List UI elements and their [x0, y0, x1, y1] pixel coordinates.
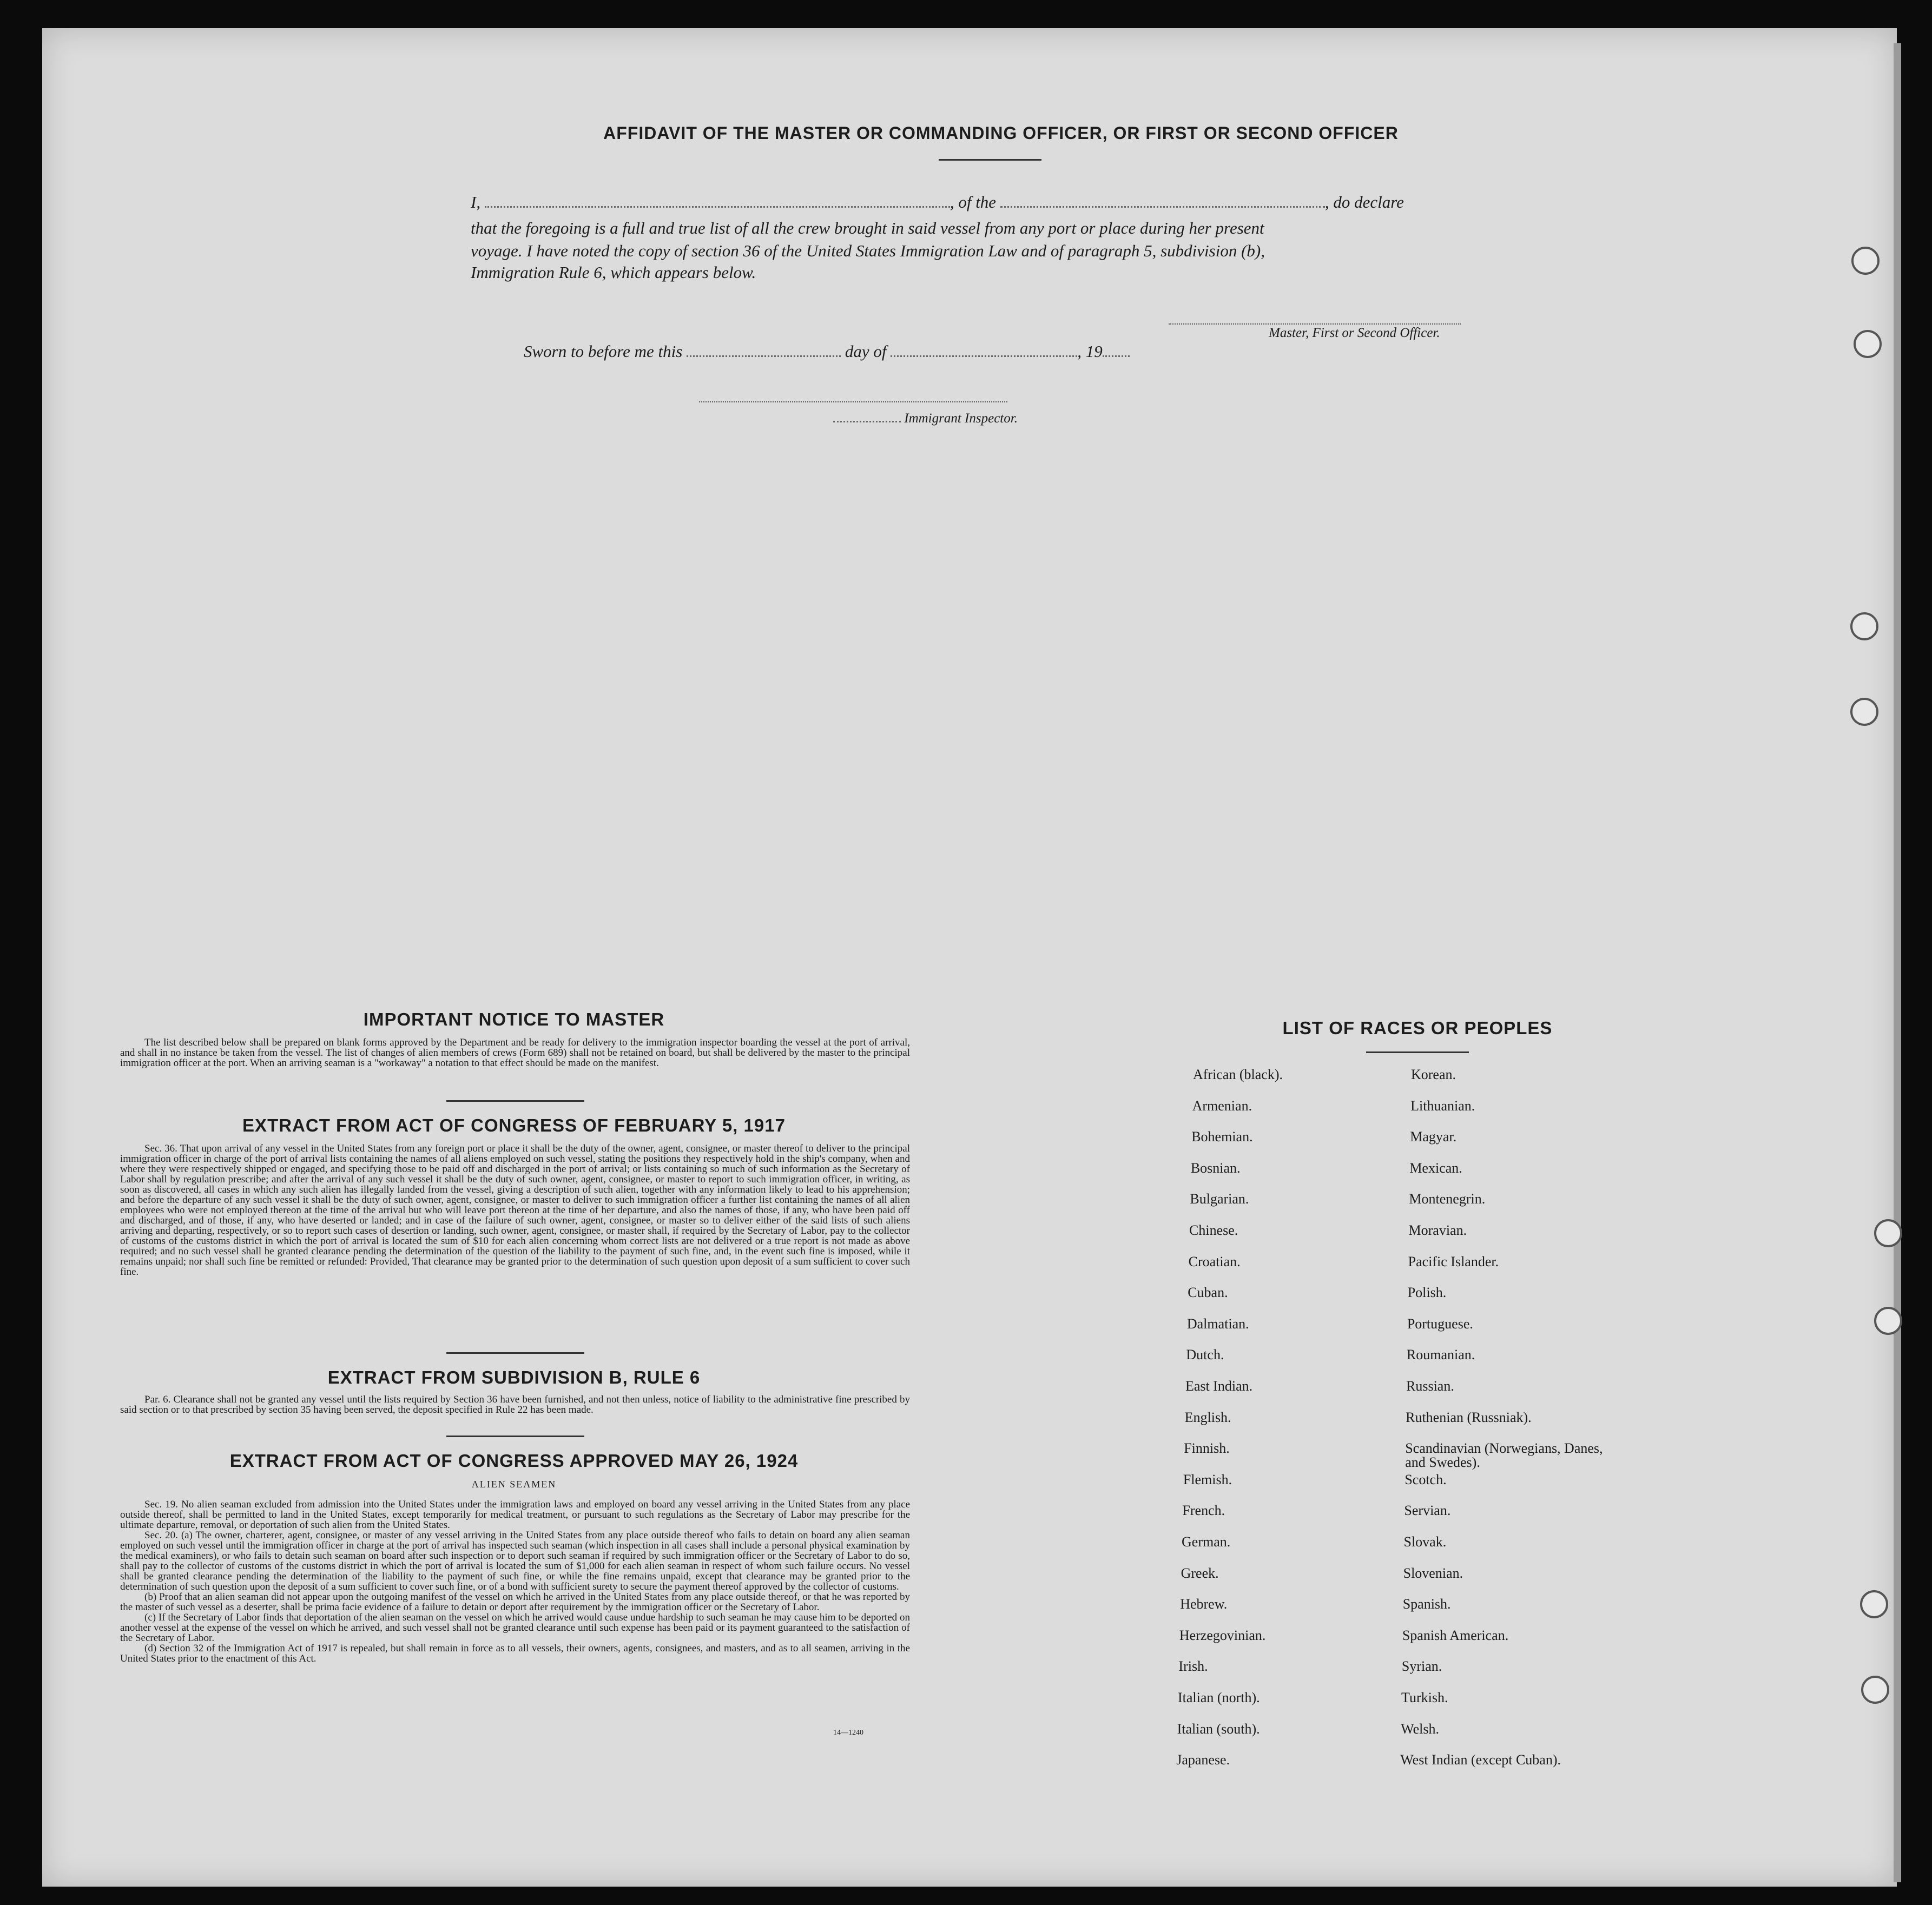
race-item: Spanish.	[1402, 1596, 1451, 1612]
affidavit-line-1	[471, 193, 1509, 212]
sec-20d-paragraph: (d) Section 32 of the Immigration Act of 1917 is repealed, but shall remain in force as to all vessels, their owners, agents, consignees, and masters, and as to all seamen, arriving in the United States prior to the enactment of this Act.	[120, 1643, 910, 1664]
race-item: Ruthenian (Russniak).	[1406, 1409, 1532, 1425]
page-edge	[1894, 43, 1901, 1882]
divider	[446, 1100, 584, 1102]
race-item: Irish.	[1178, 1658, 1208, 1675]
sworn-day-blank[interactable]	[687, 355, 841, 357]
race-item: Bosnian.	[1190, 1160, 1241, 1176]
day-of-text: day of	[845, 342, 887, 361]
race-item: Portuguese.	[1407, 1315, 1473, 1332]
sworn-year-blank[interactable]	[1103, 355, 1130, 357]
affidavit-line-3: voyage. I have noted the copy of section 36 of the United States Immigration Law and of paragraph 5, subdivision (b),	[471, 241, 1265, 260]
race-item: Slovenian.	[1403, 1565, 1463, 1581]
sec-19-paragraph: Sec. 19. No alien seaman excluded from admission into the United States under the immigration laws and employed on board any vessel arriving in the United States from any place outside thereof, shall be permitted to land in the United States, except temporarily for medical treatment, or pursuant to such regulations as the Secretary of Labor may prescribe for the ultimate departure, removal, or deportation of such alien from the United States.	[120, 1499, 910, 1531]
race-item: Croatian.	[1188, 1253, 1241, 1269]
binder-hole	[1874, 1219, 1902, 1247]
sec-20c-paragraph: (c) If the Secretary of Labor finds that deportation of the alien seaman on the vessel on which he arrived would cause undue hardship to such seaman he may cause him to be deported on another vessel at the expense of the vessel on which he arrived, and such vessel shall not be granted clearance until such expense has been paid or its payment guaranteed to the satisfaction of the Secretary of Labor.	[120, 1612, 910, 1644]
extract-1924-text	[120, 1499, 910, 1664]
race-item: Chinese.	[1189, 1222, 1238, 1238]
inspector-signature-line[interactable]	[699, 400, 1007, 402]
binder-hole	[1860, 1590, 1888, 1618]
divider	[446, 1352, 584, 1354]
rule6-title: EXTRACT FROM SUBDIVISION B, RULE 6	[327, 1367, 701, 1387]
races-title: LIST OF RACES OR PEOPLES	[1282, 1018, 1553, 1038]
race-item: African (black).	[1193, 1067, 1283, 1082]
race-item: Lithuanian.	[1410, 1097, 1475, 1114]
race-item: Greek.	[1181, 1565, 1219, 1581]
race-item: Moravian.	[1408, 1222, 1467, 1238]
race-item: East Indian.	[1185, 1378, 1253, 1394]
race-item: Syrian.	[1401, 1658, 1442, 1675]
race-item: Finnish.	[1184, 1440, 1230, 1457]
of-the-text: , of the	[949, 193, 997, 211]
race-item: Dalmatian.	[1186, 1315, 1249, 1332]
race-item: Dutch.	[1186, 1347, 1224, 1363]
affidavit-title: AFFIDAVIT OF THE MASTER OR COMMANDING OFFICER, OR FIRST OR SECOND OFFICER	[603, 123, 1399, 143]
inspector-line	[833, 411, 1018, 426]
divider	[446, 1436, 584, 1437]
race-item: Cuban.	[1188, 1285, 1228, 1301]
year-text: , 19	[1077, 342, 1103, 361]
race-item: Bohemian.	[1191, 1129, 1253, 1145]
do-declare-text: , do declare	[1324, 193, 1404, 211]
race-item: Magyar.	[1410, 1129, 1457, 1145]
extract-1917-text	[120, 1143, 910, 1277]
sec-20a-paragraph: Sec. 20. (a) The owner, charterer, agent, consignee, or master of any vessel arriving in the United States from any place outside thereof who fails to detain on board any alien seaman employed on such vessel until the immigration officer in charge at the port of arrival has inspected such seaman (which inspection in all cases shall include a personal physical examination by the medical examiners), or who fails to detain such seaman on board after such inspection or to deport such seaman if required by such immigration officer or the Secretary of Labor to do so, shall pay to the collector of customs of the customs district in which the port of arrival is located the sum of $1,000 for each alien seaman in respect of whom such failure occurs. No vessel shall be granted clearance pending the determination of the liability to the payment of such fine, or while the fine remains unpaid, except that clearance may be granted prior to the determination of such question upon the deposit of a sum sufficient to cover such fine, or of a bond with sufficient surety to secure the payment thereof approved by the collector of customs.	[120, 1530, 910, 1592]
notice-title: IMPORTANT NOTICE TO MASTER	[363, 1009, 665, 1029]
sec-20b-paragraph: (b) Proof that an alien seaman did not appear upon the outgoing manifest of the vessel on which he arrived in the United States from any place outside thereof, or that he was reported by the master of such vessel as a deserter, shall be prima facie evidence of a failure to detain or deport after requirement by the immigration officer or the Secretary of Labor.	[120, 1591, 910, 1613]
extract-1917-title: EXTRACT FROM ACT OF CONGRESS OF FEBRUARY 5, 1917	[242, 1115, 786, 1135]
race-item: Welsh.	[1401, 1721, 1439, 1737]
race-item: Mexican.	[1409, 1160, 1462, 1176]
notice-text	[120, 1037, 910, 1068]
sworn-month-blank[interactable]	[891, 355, 1077, 357]
name-blank[interactable]	[485, 206, 950, 208]
race-item: Italian (north).	[1178, 1690, 1260, 1705]
binder-hole	[1851, 247, 1880, 275]
race-item: Armenian.	[1192, 1097, 1252, 1114]
divider	[1366, 1051, 1469, 1053]
affidavit-line-4: Immigration Rule 6, which appears below.	[471, 263, 756, 282]
race-item: German.	[1182, 1534, 1231, 1550]
binder-hole	[1850, 698, 1878, 726]
race-item: Spanish American.	[1402, 1627, 1509, 1643]
race-item: French.	[1182, 1503, 1225, 1519]
race-item: Hebrew.	[1180, 1596, 1228, 1612]
race-item: Korean.	[1411, 1067, 1456, 1082]
race-item: Slovak.	[1403, 1534, 1447, 1550]
vessel-blank[interactable]	[1000, 206, 1325, 208]
inspector-blank[interactable]	[833, 421, 901, 422]
race-item: Scotch.	[1405, 1471, 1447, 1487]
divider	[939, 159, 1041, 161]
race-item: West Indian (except Cuban).	[1400, 1752, 1561, 1768]
notice-paragraph: The list described below shall be prepared on blank forms approved by the Department and be ready for delivery to the immigration inspector boarding the vessel at the port of arrival, and shall in no instance be taken from the vessel. The list of changes of alien members of crews (Form 689) shall not be retained on board, but shall be delivered by the master to the principal immigration officer at the port. When an arriving seaman is a "workaway" a notation to that effect should be made on the manifest.	[120, 1037, 910, 1069]
race-item: Bulgarian.	[1190, 1191, 1249, 1207]
race-item: Servian.	[1404, 1503, 1451, 1519]
inspector-label: Immigrant Inspector.	[904, 411, 1018, 426]
race-item: Pacific Islander.	[1408, 1253, 1499, 1269]
sworn-line	[524, 342, 1130, 361]
affidavit-line-2: that the foregoing is a full and true list of all the crew brought in said vessel from any port or place during her present	[471, 219, 1264, 237]
race-item: Flemish.	[1183, 1471, 1232, 1487]
extract-1924-title: EXTRACT FROM ACT OF CONGRESS APPROVED MAY 26, 1924	[229, 1451, 799, 1471]
race-item: Scandinavian (Norwegians, Danes, and Swedes).	[1405, 1440, 1603, 1471]
form-number: 14—1240	[833, 1729, 863, 1737]
extract-1917-paragraph: Sec. 36. That upon arrival of any vessel in the United States from any foreign port or place it shall be the duty of the owner, agent, consignee, or master thereof to deliver to the principal immigration officer in charge of the port of arrival lists containing the names of all aliens employed on such vessel, stating the positions they respectively hold in the ship's company, when and where they were respectively shipped or engaged, and specifying those to be paid off and discharged in the port of arrival; or lists containing so much of such information as the Secretary of Labor shall by regulation prescribe; and after the arrival of any such vessel it shall be the duty of such owner, agent, consignee, or master to report to such immigration officer, in writing, as soon as discovered, all cases in which any such alien has illegally landed from the vessel, giving a description of such alien, together with any information likely to lead to his apprehension; and before the departure of any such vessel it shall be the duty of such owner, agent, consignee, or master to deliver to such immigration officer a further list containing the names of all alien employees who were not employed thereon at the time of the arrival but who will leave port thereon at the time of her departure, and also the names of those, if any, who have been paid off and discharged, and of those, if any, who have deserted or landed; and in case of the failure of such owner, agent, consignee, or master so to deliver either of the said lists of such aliens arriving and departing, respectively, or so to report such cases of desertion or landing, such owner, agent, consignee, or master shall, if required by the Secretary of Labor, pay to the collector of customs of the customs district in which the port of arrival is located the sum of $10 for each alien concerning whom correct lists are not delivered or a true report is not made as above required; and no such vessel shall be granted clearance pending the determination of the question of the liability to the payment of such fine, and, in the event such fine is imposed, while it remains unpaid; nor shall such fine be remitted or refunded: Provided, That clearance may be granted prior to the determination of such question upon deposit of a sum sufficient to cover such fine.	[120, 1143, 910, 1278]
master-label: Master, First or Second Officer.	[1269, 326, 1440, 340]
race-item: Italian (south).	[1177, 1721, 1260, 1737]
race-item: English.	[1184, 1409, 1231, 1425]
binder-hole	[1854, 330, 1882, 358]
rule6-text	[120, 1394, 910, 1415]
race-item: Turkish.	[1401, 1690, 1448, 1705]
race-item: Polish.	[1407, 1285, 1447, 1301]
extract-1924-subtitle: ALIEN SEAMEN	[471, 1479, 557, 1490]
rule6-paragraph: Par. 6. Clearance shall not be granted any vessel until the lists required by Section 36 have been furnished, and not then unless, notice of liability to the administrative fine prescribed by said section or to that prescribed by section 35 having been served, the deposit specified in Rule 22 has been made.	[120, 1394, 910, 1415]
binder-hole	[1874, 1307, 1902, 1335]
master-signature-line[interactable]	[1169, 322, 1461, 325]
binder-hole	[1861, 1676, 1889, 1704]
race-item: Japanese.	[1176, 1752, 1230, 1768]
race-item: Russian.	[1406, 1378, 1454, 1394]
binder-hole	[1850, 612, 1878, 640]
sworn-text: Sworn to before me this	[524, 342, 683, 361]
race-item: Herzegovinian.	[1179, 1627, 1266, 1643]
race-item: Roumanian.	[1406, 1347, 1475, 1363]
race-item: Montenegrin.	[1409, 1191, 1486, 1207]
affidavit-i: I,	[471, 193, 481, 211]
